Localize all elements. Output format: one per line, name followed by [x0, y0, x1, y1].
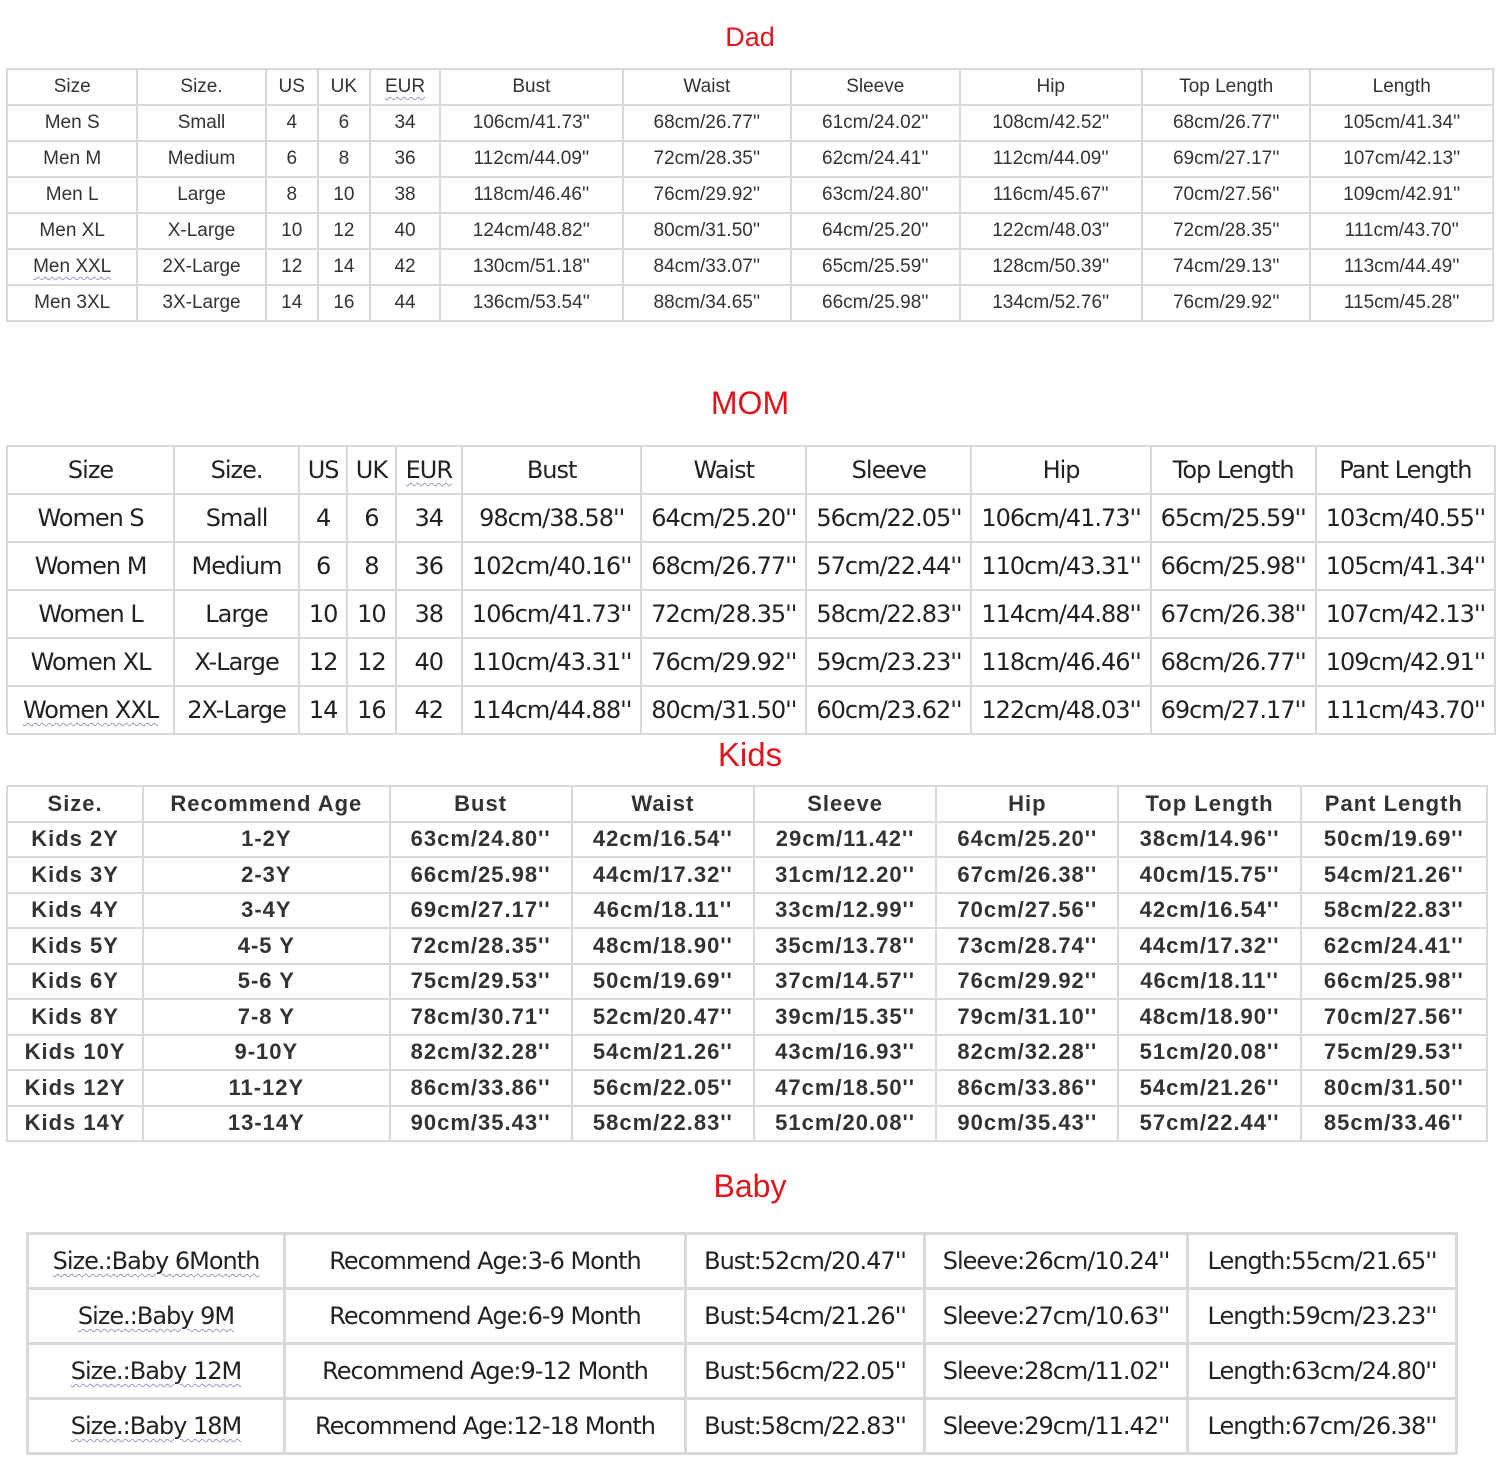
table-row [8, 1107, 1486, 1141]
baby-cell: Size.:Baby 12M [29, 1345, 283, 1397]
table-row [8, 106, 1492, 140]
dad-cell: Small [138, 106, 264, 140]
mom-cell: 114cm/44.88'' [463, 687, 640, 733]
kids-cell: 4-5 Y [144, 929, 388, 963]
kids-cell: 54cm/21.26'' [573, 1036, 753, 1070]
table-row [8, 894, 1486, 928]
kids-cell: Kids 8Y [8, 1000, 142, 1034]
kids-cell: 48cm/18.90'' [573, 929, 753, 963]
mom-cell: 106cm/41.73'' [463, 591, 640, 637]
kids-cell: 7-8 Y [144, 1000, 388, 1034]
table-row [8, 591, 1494, 637]
dad-cell: Men M [8, 142, 136, 176]
baby-cell: Bust:54cm/21.26'' [687, 1290, 923, 1342]
mom-cell: 107cm/42.13'' [1317, 591, 1494, 637]
baby-cell: Length:67cm/26.38'' [1189, 1400, 1455, 1452]
mom-cell: 106cm/41.73'' [972, 495, 1149, 541]
mom-header-cell: Top Length [1152, 447, 1315, 493]
kids-cell: 90cm/35.43'' [937, 1107, 1117, 1141]
dad-cell: 124cm/48.82'' [441, 214, 621, 248]
kids-cell: 50cm/19.69'' [573, 965, 753, 999]
baby-cell: Bust:52cm/20.47'' [687, 1235, 923, 1287]
dad-cell: 72cm/28.35'' [624, 142, 790, 176]
kids-cell: 3-4Y [144, 894, 388, 928]
kids-cell: 44cm/17.32'' [573, 858, 753, 892]
kids-cell: 79cm/31.10'' [937, 1000, 1117, 1034]
dad-cell: Men 3XL [8, 286, 136, 320]
kids-cell: Kids 6Y [8, 965, 142, 999]
mom-cell: 114cm/44.88'' [972, 591, 1149, 637]
baby-cell: Length:63cm/24.80'' [1189, 1345, 1455, 1397]
dad-cell: 116cm/45.67'' [961, 178, 1141, 212]
baby-cell: Sleeve:26cm/10.24'' [926, 1235, 1186, 1287]
baby-cell: Recommend Age:6-9 Month [286, 1290, 684, 1342]
table-row [8, 250, 1492, 284]
mom-section-title: MOM [710, 385, 790, 421]
dad-cell: 4 [267, 106, 317, 140]
dad-cell: 105cm/41.34'' [1311, 106, 1492, 140]
mom-cell: 36 [397, 543, 461, 589]
kids-cell: Kids 4Y [8, 894, 142, 928]
dad-cell: 72cm/28.35'' [1143, 214, 1309, 248]
table-row [29, 1290, 1455, 1342]
kids-cell: 58cm/22.83'' [573, 1107, 753, 1141]
kids-cell: Kids 12Y [8, 1071, 142, 1105]
dad-cell: X-Large [138, 214, 264, 248]
mom-header-cell: Size [8, 447, 173, 493]
mom-cell: 42 [397, 687, 461, 733]
kids-cell: 38cm/14.96'' [1119, 823, 1299, 857]
kids-cell: 31cm/12.20'' [755, 858, 935, 892]
mom-cell: 58cm/22.83'' [807, 591, 970, 637]
dad-cell: 118cm/46.46'' [441, 178, 621, 212]
dad-cell: 8 [267, 178, 317, 212]
table-row [8, 1036, 1486, 1070]
mom-cell: 118cm/46.46'' [972, 639, 1149, 685]
kids-cell: 44cm/17.32'' [1119, 929, 1299, 963]
dad-cell: 2X-Large [138, 250, 264, 284]
kids-cell: 54cm/21.26'' [1119, 1071, 1299, 1105]
dad-cell: 12 [319, 214, 369, 248]
kids-cell: 29cm/11.42'' [755, 823, 935, 857]
dad-cell: 113cm/44.49'' [1311, 250, 1492, 284]
kids-cell: 50cm/19.69'' [1302, 823, 1486, 857]
dad-cell: 88cm/34.65'' [624, 286, 790, 320]
dad-cell [8, 250, 136, 284]
kids-header-cell: Bust [391, 787, 571, 821]
kids-cell: 51cm/20.08'' [1119, 1036, 1299, 1070]
mom-cell: 80cm/31.50'' [642, 687, 805, 733]
mom-cell: 56cm/22.05'' [807, 495, 970, 541]
baby-cell: Size.:Baby 9M [29, 1290, 283, 1342]
mom-cell: 8 [348, 543, 394, 589]
dad-header-cell: Sleeve [792, 70, 958, 104]
kids-cell: 62cm/24.41'' [1302, 929, 1486, 963]
mom-header-cell: Hip [972, 447, 1149, 493]
dad-cell: 122cm/48.03'' [961, 214, 1141, 248]
kids-section-title: Kids [717, 736, 783, 773]
mom-header-cell: Sleeve [807, 447, 970, 493]
kids-header-cell: Top Length [1119, 787, 1299, 821]
table-row [8, 823, 1486, 857]
kids-header-cell: Recommend Age [144, 787, 388, 821]
dad-header-cell: EUR [371, 70, 439, 104]
mom-cell: 102cm/40.16'' [463, 543, 640, 589]
dad-cell: 111cm/43.70'' [1311, 214, 1492, 248]
mom-cell: 6 [300, 543, 346, 589]
kids-cell: 66cm/25.98'' [391, 858, 571, 892]
kids-cell: 46cm/18.11'' [1119, 965, 1299, 999]
kids-cell: 75cm/29.53'' [391, 965, 571, 999]
kids-cell: 39cm/15.35'' [755, 1000, 935, 1034]
kids-cell: 85cm/33.46'' [1302, 1107, 1486, 1141]
kids-cell: Kids 14Y [8, 1107, 142, 1141]
dad-header-cell: UK [319, 70, 369, 104]
dad-cell: 3X-Large [138, 286, 264, 320]
mom-cell: Women XL [8, 639, 173, 685]
kids-cell: 78cm/30.71'' [391, 1000, 571, 1034]
kids-cell: 73cm/28.74'' [937, 929, 1117, 963]
kids-cell: 63cm/24.80'' [391, 823, 571, 857]
kids-cell: Kids 3Y [8, 858, 142, 892]
table-row [8, 495, 1494, 541]
mom-cell: 10 [300, 591, 346, 637]
mom-header-cell: UK [348, 447, 394, 493]
dad-cell: 74cm/29.13'' [1143, 250, 1309, 284]
dad-cell: 68cm/26.77'' [624, 106, 790, 140]
mom-cell: 110cm/43.31'' [463, 639, 640, 685]
kids-cell: 64cm/25.20'' [937, 823, 1117, 857]
kids-cell: 52cm/20.47'' [573, 1000, 753, 1034]
kids-cell: 33cm/12.99'' [755, 894, 935, 928]
mom-cell: 59cm/23.23'' [807, 639, 970, 685]
table-row [8, 214, 1492, 248]
dad-cell: 76cm/29.92'' [1143, 286, 1309, 320]
mom-cell: X-Large [175, 639, 298, 685]
dad-cell: 65cm/25.59'' [792, 250, 958, 284]
kids-size-table [6, 785, 1488, 1142]
kids-cell: 47cm/18.50'' [755, 1071, 935, 1105]
dad-cell: 44 [371, 286, 439, 320]
mom-cell: 68cm/26.77'' [642, 543, 805, 589]
mom-cell: 10 [348, 591, 394, 637]
kids-cell: 82cm/32.28'' [937, 1036, 1117, 1070]
dad-cell: Medium [138, 142, 264, 176]
mom-cell: 122cm/48.03'' [972, 687, 1149, 733]
kids-cell: 43cm/16.93'' [755, 1036, 935, 1070]
kids-header-cell: Pant Length [1302, 787, 1486, 821]
mom-header-cell: EUR [397, 447, 461, 493]
dad-cell: 62cm/24.41'' [792, 142, 958, 176]
kids-cell: Kids 5Y [8, 929, 142, 963]
table-row [8, 1071, 1486, 1105]
table-row [8, 543, 1494, 589]
mom-cell-text: Women XXL [22, 696, 159, 724]
baby-section-title: Baby [713, 1168, 787, 1204]
mom-cell: 76cm/29.92'' [642, 639, 805, 685]
kids-cell: 54cm/21.26'' [1302, 858, 1486, 892]
mom-cell: 14 [300, 687, 346, 733]
mom-cell: 69cm/27.17'' [1152, 687, 1315, 733]
kids-header-cell: Hip [937, 787, 1117, 821]
dad-cell: 34 [371, 106, 439, 140]
mom-cell: 34 [397, 495, 461, 541]
mom-cell: 12 [300, 639, 346, 685]
mom-cell: 98cm/38.58'' [463, 495, 640, 541]
dad-cell: 128cm/50.39'' [961, 250, 1141, 284]
mom-cell: Women L [8, 591, 173, 637]
dad-cell: 14 [319, 250, 369, 284]
kids-cell: 5-6 Y [144, 965, 388, 999]
dad-header-cell: Size [8, 70, 136, 104]
mom-cell: 67cm/26.38'' [1152, 591, 1315, 637]
mom-cell: 40 [397, 639, 461, 685]
dad-cell: Men S [8, 106, 136, 140]
mom-header-cell: Bust [463, 447, 640, 493]
mom-cell: 64cm/25.20'' [642, 495, 805, 541]
kids-cell: 69cm/27.17'' [391, 894, 571, 928]
kids-cell: 56cm/22.05'' [573, 1071, 753, 1105]
kids-cell: 1-2Y [144, 823, 388, 857]
mom-cell: 16 [348, 687, 394, 733]
dad-header-cell: Top Length [1143, 70, 1309, 104]
baby-cell: Size.:Baby 6Month [29, 1235, 283, 1287]
baby-cell: Sleeve:28cm/11.02'' [926, 1345, 1186, 1397]
mom-header-cell: Pant Length [1317, 447, 1494, 493]
kids-cell: 70cm/27.56'' [1302, 1000, 1486, 1034]
kids-header-row [8, 787, 1486, 821]
dad-cell: 107cm/42.13'' [1311, 142, 1492, 176]
mom-cell: 72cm/28.35'' [642, 591, 805, 637]
baby-cell: Recommend Age:12-18 Month [286, 1400, 684, 1452]
kids-cell: 51cm/20.08'' [755, 1107, 935, 1141]
dad-cell: 42 [371, 250, 439, 284]
mom-size-table [6, 445, 1496, 735]
table-row [8, 178, 1492, 212]
mom-cell: 57cm/22.44'' [807, 543, 970, 589]
mom-cell: 65cm/25.59'' [1152, 495, 1315, 541]
kids-cell: 37cm/14.57'' [755, 965, 935, 999]
dad-header-cell: Length [1311, 70, 1492, 104]
mom-cell: 103cm/40.55'' [1317, 495, 1494, 541]
dad-header-cell: Size. [138, 70, 264, 104]
mom-header-cell: US [300, 447, 346, 493]
mom-cell: 110cm/43.31'' [972, 543, 1149, 589]
baby-cell: Sleeve:27cm/10.63'' [926, 1290, 1186, 1342]
dad-cell: 40 [371, 214, 439, 248]
kids-cell: 11-12Y [144, 1071, 388, 1105]
table-row [29, 1400, 1455, 1452]
dad-cell: 64cm/25.20'' [792, 214, 958, 248]
dad-cell: 68cm/26.77'' [1143, 106, 1309, 140]
baby-cell: Bust:58cm/22.83'' [687, 1400, 923, 1452]
kids-cell: 42cm/16.54'' [573, 823, 753, 857]
mom-cell: Women S [8, 495, 173, 541]
table-row [29, 1345, 1455, 1397]
dad-cell: 10 [319, 178, 369, 212]
mom-header-cell: Size. [175, 447, 298, 493]
dad-cell: 12 [267, 250, 317, 284]
kids-header-cell: Size. [8, 787, 142, 821]
dad-cell: 134cm/52.76'' [961, 286, 1141, 320]
table-row [8, 965, 1486, 999]
mom-cell: Medium [175, 543, 298, 589]
baby-size-table [26, 1232, 1458, 1455]
kids-cell: 90cm/35.43'' [391, 1107, 571, 1141]
mom-cell [8, 687, 173, 733]
kids-cell: 57cm/22.44'' [1119, 1107, 1299, 1141]
mom-cell: 12 [348, 639, 394, 685]
table-row [8, 286, 1492, 320]
dad-cell: 16 [319, 286, 369, 320]
baby-cell: Bust:56cm/22.05'' [687, 1345, 923, 1397]
kids-cell: 76cm/29.92'' [937, 965, 1117, 999]
mom-cell: 2X-Large [175, 687, 298, 733]
table-row [8, 1000, 1486, 1034]
dad-cell: 106cm/41.73'' [441, 106, 621, 140]
kids-cell: 13-14Y [144, 1107, 388, 1141]
mom-cell: 38 [397, 591, 461, 637]
kids-cell: 72cm/28.35'' [391, 929, 571, 963]
table-row [8, 858, 1486, 892]
baby-cell: Sleeve:29cm/11.42'' [926, 1400, 1186, 1452]
dad-cell: 84cm/33.07'' [624, 250, 790, 284]
table-row [8, 142, 1492, 176]
mom-cell: Large [175, 591, 298, 637]
kids-cell: 75cm/29.53'' [1302, 1036, 1486, 1070]
mom-cell: 68cm/26.77'' [1152, 639, 1315, 685]
baby-cell: Recommend Age:9-12 Month [286, 1345, 684, 1397]
dad-cell: Men XL [8, 214, 136, 248]
baby-cell: Length:55cm/21.65'' [1189, 1235, 1455, 1287]
kids-cell: 67cm/26.38'' [937, 858, 1117, 892]
table-row [8, 687, 1494, 733]
kids-cell: 46cm/18.11'' [573, 894, 753, 928]
dad-cell: 14 [267, 286, 317, 320]
dad-cell: 69cm/27.17'' [1143, 142, 1309, 176]
dad-cell: 76cm/29.92'' [624, 178, 790, 212]
dad-cell: 61cm/24.02'' [792, 106, 958, 140]
kids-cell: 40cm/15.75'' [1119, 858, 1299, 892]
dad-header-cell: US [267, 70, 317, 104]
dad-header-row [8, 70, 1492, 104]
baby-cell: Length:59cm/23.23'' [1189, 1290, 1455, 1342]
kids-cell: 58cm/22.83'' [1302, 894, 1486, 928]
dad-cell: 112cm/44.09'' [961, 142, 1141, 176]
mom-header-row [8, 447, 1494, 493]
dad-cell: 136cm/53.54'' [441, 286, 621, 320]
kids-cell: 9-10Y [144, 1036, 388, 1070]
kids-cell: 2-3Y [144, 858, 388, 892]
dad-cell: 66cm/25.98'' [792, 286, 958, 320]
mom-cell: 105cm/41.34'' [1317, 543, 1494, 589]
baby-cell: Size.:Baby 18M [29, 1400, 283, 1452]
dad-cell: 130cm/51.18'' [441, 250, 621, 284]
table-row [29, 1235, 1455, 1287]
kids-cell: 66cm/25.98'' [1302, 965, 1486, 999]
dad-cell: 6 [319, 106, 369, 140]
dad-cell: 6 [267, 142, 317, 176]
kids-header-cell: Waist [573, 787, 753, 821]
dad-cell: 80cm/31.50'' [624, 214, 790, 248]
dad-header-cell: Waist [624, 70, 790, 104]
dad-cell: 36 [371, 142, 439, 176]
dad-section-title: Dad [725, 22, 775, 52]
kids-cell: 86cm/33.86'' [391, 1071, 571, 1105]
dad-cell: 109cm/42.91'' [1311, 178, 1492, 212]
mom-cell: 6 [348, 495, 394, 541]
dad-cell: 112cm/44.09'' [441, 142, 621, 176]
dad-cell: 38 [371, 178, 439, 212]
mom-cell: 4 [300, 495, 346, 541]
mom-header-cell: Waist [642, 447, 805, 493]
mom-cell: Small [175, 495, 298, 541]
mom-cell: 111cm/43.70'' [1317, 687, 1494, 733]
table-row [8, 929, 1486, 963]
dad-header-cell: Hip [961, 70, 1141, 104]
mom-cell: Women M [8, 543, 173, 589]
dad-cell: 70cm/27.56'' [1143, 178, 1309, 212]
kids-cell: 82cm/32.28'' [391, 1036, 571, 1070]
kids-cell: Kids 2Y [8, 823, 142, 857]
dad-cell: 10 [267, 214, 317, 248]
mom-cell: 66cm/25.98'' [1152, 543, 1315, 589]
kids-cell: 35cm/13.78'' [755, 929, 935, 963]
dad-cell: 115cm/45.28'' [1311, 286, 1492, 320]
kids-header-cell: Sleeve [755, 787, 935, 821]
kids-cell: 80cm/31.50'' [1302, 1071, 1486, 1105]
kids-cell: 86cm/33.86'' [937, 1071, 1117, 1105]
dad-size-table [6, 68, 1494, 322]
table-row [8, 639, 1494, 685]
dad-cell: Men L [8, 178, 136, 212]
dad-cell: 108cm/42.52'' [961, 106, 1141, 140]
kids-cell: 70cm/27.56'' [937, 894, 1117, 928]
dad-cell: 63cm/24.80'' [792, 178, 958, 212]
dad-header-cell: Bust [441, 70, 621, 104]
dad-cell: 8 [319, 142, 369, 176]
dad-cell: Large [138, 178, 264, 212]
dad-cell-text: Men XXL [33, 256, 112, 277]
baby-cell: Recommend Age:3-6 Month [286, 1235, 684, 1287]
kids-cell: 48cm/18.90'' [1119, 1000, 1299, 1034]
kids-cell: Kids 10Y [8, 1036, 142, 1070]
mom-cell: 60cm/23.62'' [807, 687, 970, 733]
mom-cell: 109cm/42.91'' [1317, 639, 1494, 685]
kids-cell: 42cm/16.54'' [1119, 894, 1299, 928]
